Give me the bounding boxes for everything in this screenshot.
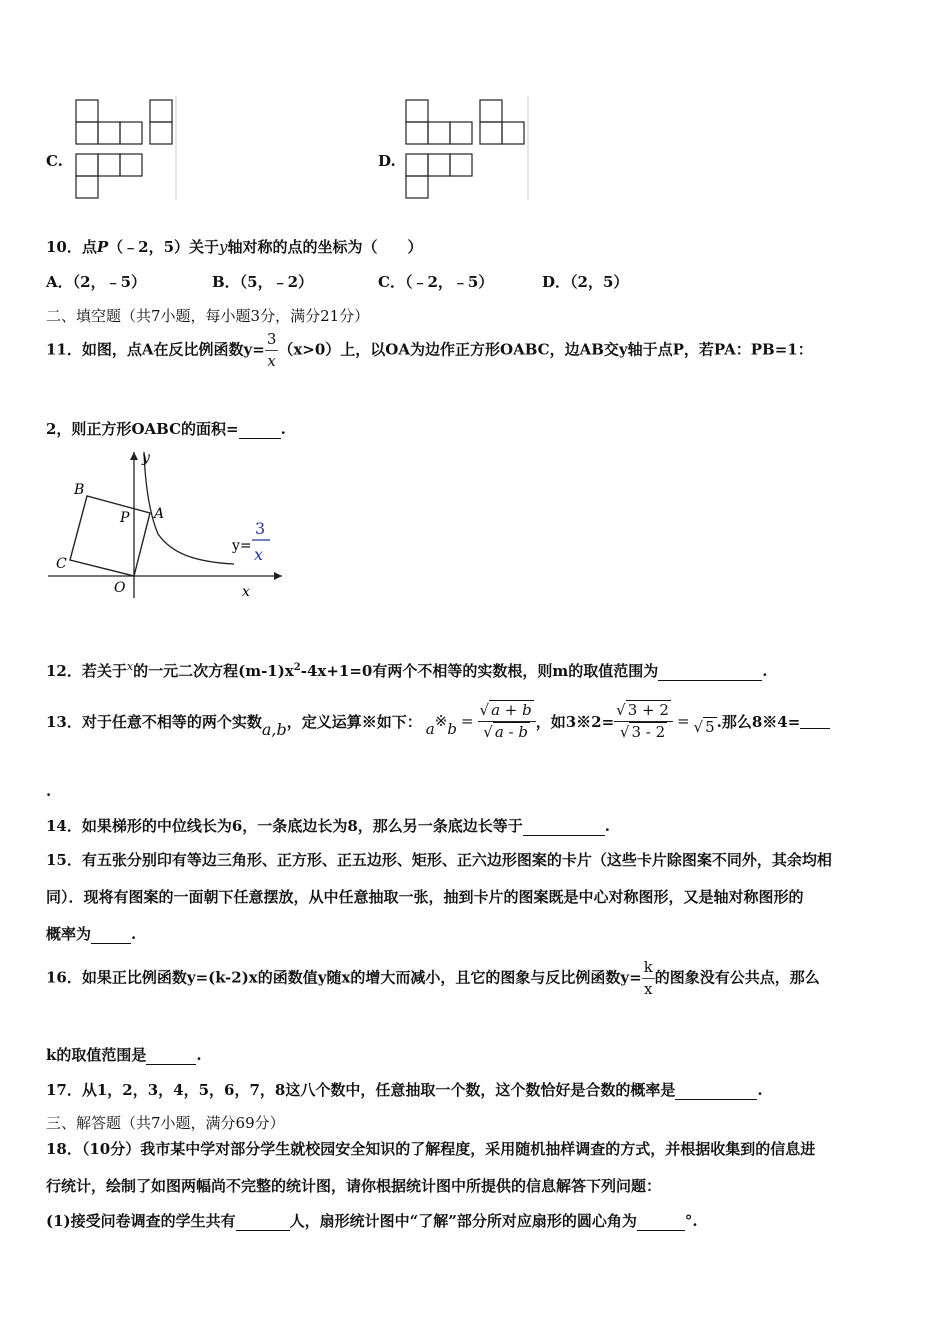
q16-frac-den: x (642, 978, 655, 997)
q11-frac-den: x (265, 350, 279, 369)
label-a: A (154, 506, 165, 522)
q11-line2-end: . (280, 420, 286, 438)
question-16 (46, 960, 910, 997)
q17-answer-blank[interactable] (675, 1099, 757, 1100)
q16-text-after: 的图象没有公共点，那么 (654, 968, 820, 987)
question-18-line3 (46, 1210, 910, 1231)
q13-example: ，如3※2= (535, 712, 615, 731)
label-p: P (120, 510, 130, 526)
q15-line3-text: 概率为 (46, 925, 92, 943)
q16-text-before: 16．如果正比例函数y=(k-2)x的函数值y随x的增大而减小，且它的图象与反比例函数y= (46, 968, 642, 987)
q13-eq: = (460, 712, 474, 730)
label-x: x (242, 584, 250, 600)
q13-text-def: ，定义运算※如下： (286, 712, 422, 731)
option-d-label: D. (378, 152, 396, 170)
section-3-heading: 三、解答题（共7小题，满分69分） (46, 1114, 285, 1132)
question-15-line2: 同）．现将有图案的一面朝下任意摆放，从中任意抽取一张，抽到卡片的图案既是中心对称图形，又是轴对称图形的 (46, 888, 804, 906)
q16-answer-blank[interactable] (146, 1064, 196, 1065)
q12-answer-blank[interactable] (658, 680, 762, 681)
question-11 (46, 332, 910, 369)
q18-students-blank[interactable] (236, 1230, 290, 1231)
q10-axis: y (219, 238, 228, 256)
q14-text: 14．如果梯形的中位线长为6，一条底边长为8，那么另一条底边长等于 (46, 817, 523, 835)
question-18-line1: 18．（10分）我市某中学对部分学生就校园安全知识的了解程度，采用随机抽样调查的方式，并根据收集到的信息进 (46, 1140, 816, 1158)
q11-frac-num: 3 (266, 330, 277, 348)
net-figure-d (400, 96, 530, 202)
func-den: x (254, 545, 264, 564)
q11-text-after: （x>0）上，以OA为边作正方形OABC，边AB交y轴于点P，若PA：PB=1： (278, 340, 813, 359)
question-11-line2 (46, 418, 910, 439)
q13-text-after: .那么8※4= (716, 712, 801, 731)
question-16-line2 (46, 1044, 910, 1065)
y-axis-arrow-icon (130, 452, 138, 460)
q10-option-c: C．（﹣2，﹣5） (378, 273, 494, 291)
option-c-label: C. (46, 152, 63, 170)
q18-line3-c: °. (684, 1212, 698, 1230)
q17-end: . (757, 1081, 763, 1099)
q12-var: x (126, 660, 134, 673)
q10-point: P (96, 238, 109, 256)
q11-figure (44, 448, 284, 600)
q15-answer-blank[interactable] (91, 943, 131, 944)
q13-num1: a + b (491, 700, 532, 719)
func-num: 3 (255, 519, 266, 538)
q15-end: . (131, 925, 137, 943)
q13-answer-blank[interactable] (800, 714, 830, 729)
q13-den1: a - b (494, 722, 528, 741)
q11-answer-blank[interactable] (239, 438, 281, 439)
q13-trailing-dot: . (46, 782, 52, 800)
q18-line3-b: 人，扇形统计图中“了解”部分所对应扇形的圆心角为 (289, 1212, 637, 1230)
question-15-line1: 15．有五张分别印有等边三角形、正方形、正五边形、矩形、正六边形图案的卡片（这些卡片除图案不同外，其余均相 (46, 851, 832, 869)
q13-op-a: a (425, 720, 435, 738)
q13-den2: 3 - 2 (631, 722, 666, 741)
question-18-line2: 行统计，绘制了如图两幅尚不完整的统计图，请你根据统计图中所提供的信息解答下列问题： (46, 1177, 662, 1195)
q14-end: . (604, 817, 610, 835)
net-figure-c (70, 96, 180, 202)
label-y: y (142, 450, 150, 466)
q12-text-after: -4x+1=0有两个不相等的实数根，则m的取值范围为 (300, 662, 659, 680)
label-b: B (74, 482, 85, 498)
x-axis-arrow-icon (274, 572, 282, 580)
q13-frac-2: $\frac{√ 3 + 2}{√ 3 - 2}$ (614, 703, 673, 740)
q13-num2: 3 + 2 (627, 700, 669, 719)
q10-option-a: A．（2，﹣5） (46, 273, 147, 291)
q11-fraction (265, 332, 279, 369)
q12-text-mid: 的一元二次方程(m-1)x (133, 662, 294, 680)
q18-angle-blank[interactable] (637, 1230, 685, 1231)
q16-frac-num: k (643, 958, 653, 976)
label-c: C (56, 556, 67, 572)
q13-op-b: b (447, 720, 457, 738)
question-15-line3 (46, 923, 910, 944)
q13-root: 5 (705, 718, 715, 736)
question-10 (46, 236, 910, 257)
question-12 (46, 660, 910, 681)
q16-line2-text: k的取值范围是 (46, 1046, 147, 1064)
func-label: y= (232, 538, 252, 554)
q18-line3-a: (1)接受问卷调查的学生共有 (46, 1212, 236, 1230)
label-o: O (114, 580, 126, 596)
q13-frac-1: $\frac{√ a + b}{√ a - b}$ (478, 703, 536, 740)
q10-text-after: 轴对称的点的坐标为（ ） (227, 238, 423, 256)
question-13: 13．对于任意不相等的两个实数 a,b ，定义运算※如下： a ※ b = $\frac{√ a + b}{√ a - b}$ ，如3※2= $\frac{√ 3 + 2}{√ 3 - 2}$ = √ 5 .那么8※4= (46, 696, 910, 746)
square-oabc (70, 496, 150, 576)
question-14 (46, 815, 910, 836)
q16-end: . (196, 1046, 202, 1064)
q11-line2-text: 2，则正方形OABC的面积= (46, 420, 239, 438)
q10-option-b: B．（5，﹣2） (212, 273, 314, 291)
question-17 (46, 1079, 910, 1100)
q13-vars: a,b (261, 719, 287, 739)
q12-end: . (762, 662, 768, 680)
q12-sup: 2 (293, 662, 301, 673)
q13-text-before: 13．对于任意不相等的两个实数 (46, 712, 262, 731)
q13-eq2: = (676, 712, 690, 730)
q11-text-before: 11．如图，点A在反比例函数y= (46, 340, 265, 359)
q16-fraction (642, 960, 655, 997)
section-2-heading: 二、填空题（共7小题，每小题3分，满分21分） (46, 307, 370, 325)
q10-text-mid: （﹣2，5）关于 (108, 238, 220, 256)
q17-text: 17．从1，2，3，4，5，6，7，8这八个数中，任意抽取一个数，这个数恰好是合数的概率是 (46, 1081, 676, 1099)
q12-text-before: 12．若关于 (46, 662, 127, 680)
q10-option-d: D．（2，5） (542, 273, 629, 291)
q14-answer-blank[interactable] (523, 835, 605, 836)
q10-text-before: 10．点 (46, 238, 97, 256)
q13-op-sym: ※ (434, 712, 448, 730)
